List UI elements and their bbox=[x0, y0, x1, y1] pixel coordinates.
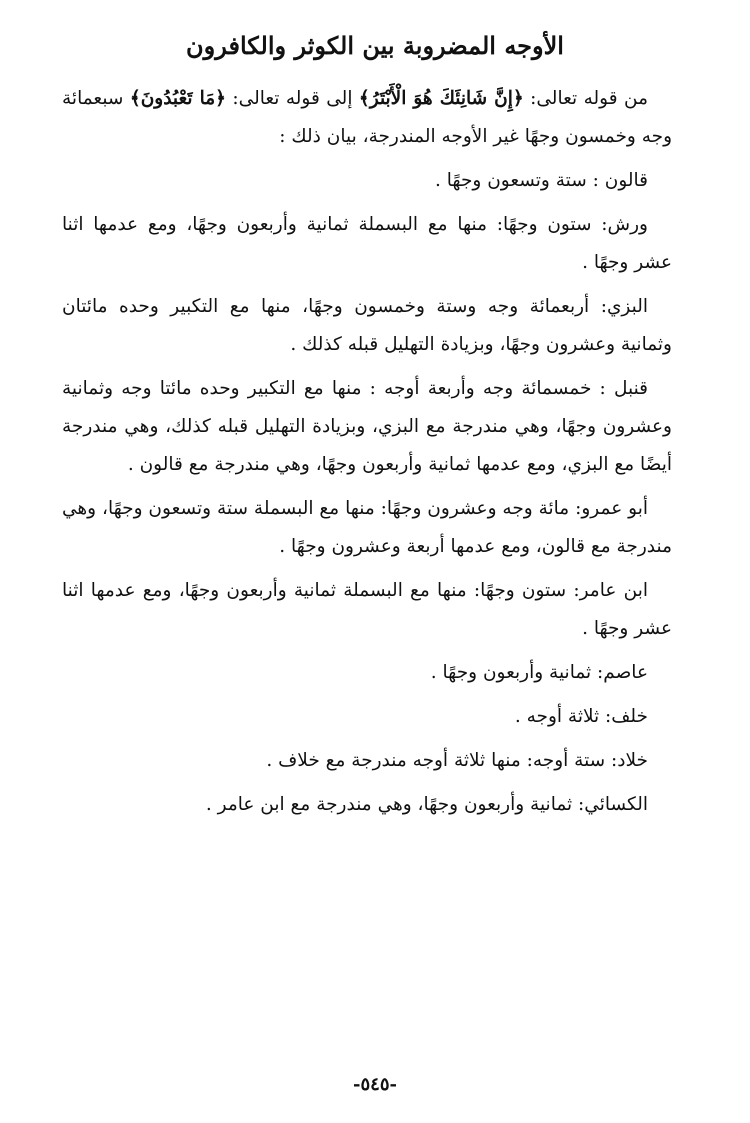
intro-paragraph bbox=[62, 80, 672, 156]
entry-qalun: قالون : ستة وتسعون وجهًا . bbox=[435, 170, 648, 191]
entry-ibn-amir: ابن عامر: ستون وجهًا: منها مع البسملة ثمانية وأربعون وجهًا، ومع عدمها اثنا عشر وجهًا . bbox=[62, 580, 672, 639]
page-number: -٥٤٥- bbox=[353, 1074, 397, 1095]
entry-asim: عاصم: ثمانية وأربعون وجهًا . bbox=[430, 662, 648, 683]
entry-bazzi: البزي: أربعمائة وجه وستة وخمسون وجهًا، منها مع التكبير وحده مائتان وثمانية وعشرون وجهًا، وبزيادة التهليل قبله كذلك . bbox=[62, 296, 672, 355]
quran-verse-2: ﴿مَا تَعْبُدُونَ﴾ bbox=[129, 88, 226, 109]
entry-abu-amr: أبو عمرو: مائة وجه وعشرون وجهًا: منها مع البسملة ستة وتسعون وجهًا، وهي مندرجة مع قالون، ومع عدمها أربعة وعشرون وجهًا . bbox=[62, 498, 672, 557]
quran-verse-1: ﴿إِنَّ شَانِئَكَ هُوَ الْأَبْتَرُ﴾ bbox=[358, 88, 524, 109]
entry-warsh: ورش: ستون وجهًا: منها مع البسملة ثمانية وأربعون وجهًا، ومع عدمها اثنا عشر وجهًا . bbox=[62, 214, 672, 273]
intro-between: إلى قوله تعالى: bbox=[225, 88, 359, 109]
intro-after: سبعمائة وجه وخمسون وجهًا غير الأوجه المندرجة، بيان ذلك : bbox=[62, 88, 672, 147]
entry-kisai: الكسائي: ثمانية وأربعون وجهًا، وهي مندرجة مع ابن عامر . bbox=[205, 794, 648, 815]
entry-qunbul: قنبل : خمسمائة وجه وأربعة أوجه : منها مع التكبير وحده مائتا وجه وثمانية وعشرون وجهًا، وهي مندرجة مع البزي، وبزيادة التهليل قبله كذلك، وهي مندرجة أيضًا مع البزي، ومع عدمها ثمانية وأربعون وجهًا، وهي مندرجة مع قالون . bbox=[62, 378, 672, 475]
entry-khalaf: خلف: ثلاثة أوجه . bbox=[514, 706, 648, 727]
entry-khallad: خلاد: ستة أوجه: منها ثلاثة أوجه مندرجة مع خلاف . bbox=[266, 750, 648, 771]
page-title: الأوجه المضروبة بين الكوثر والكافرون bbox=[186, 31, 564, 60]
intro-before: من قوله تعالى: bbox=[523, 88, 648, 109]
document-body bbox=[62, 80, 672, 830]
